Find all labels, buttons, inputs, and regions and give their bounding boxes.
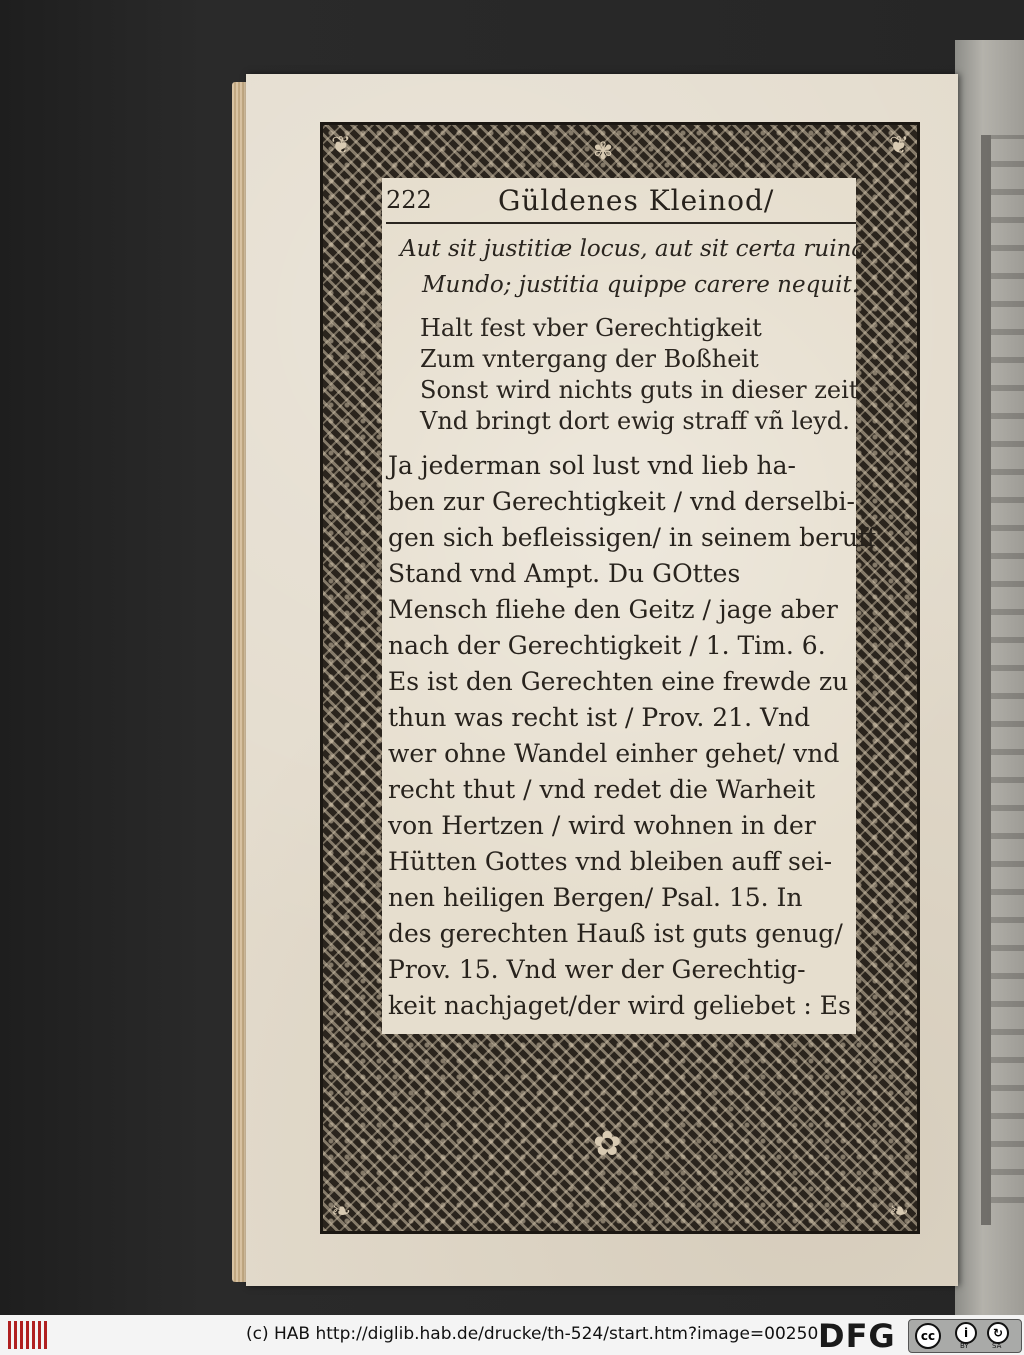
page-number: 222 [386,186,432,214]
hab-logo-icon [8,1321,48,1349]
body-line: thun was recht ist / Prov. 21. Vnd [388,703,811,732]
body-line: Es ist den Gerechten eine frewde zu [388,667,849,696]
ornament-corner-icon: ❧ [331,1197,352,1225]
body-line: Mensch fliehe den Geitz / jage aber [388,595,838,624]
ornament-bottom-icon: ✿ [593,1124,622,1164]
ornament-corner-icon: ❦ [888,131,909,159]
body-line: Prov. 15. Vnd wer der Gerechtig- [388,955,806,984]
latin-line: Aut sit justitiæ locus, aut sit certa ruina [400,236,866,262]
ornament-corner-icon: ❦ [331,131,352,159]
body-line: Hütten Gottes vnd bleiben auff sei- [388,847,833,876]
body-line: gen sich befleissigen/ in seinem beruff [388,523,876,552]
verse-line: Halt fest vber Gerechtigkeit [420,314,762,342]
body-line: des gerechten Hauß ist guts genug/ [388,919,843,948]
facing-page-edge [955,40,1024,1315]
body-line: Ja jederman sol lust vnd lieb ha- [388,451,796,480]
body-line: Stand vnd Ampt. Du GOttes [388,559,741,588]
running-head: Güldenes Kleinod/ [498,184,775,217]
sa-icon: ↻ [987,1322,1009,1344]
ornament-top-icon: ✾ [593,137,614,165]
sa-label: SA [992,1342,1002,1350]
body-line: von Hertzen / wird wohnen in der [388,811,816,840]
body-line: ben zur Gerechtigkeit / vnd derselbi- [388,487,855,516]
latin-line: Mundo; justitia quippe carere nequit. [422,272,860,298]
body-line: keit nachjaget/der wird geliebet : Es [388,991,851,1020]
page-header [386,182,856,224]
body-line: nen heiligen Bergen/ Psal. 15. In [388,883,803,912]
body-line: nach der Gerechtigkeit / 1. Tim. 6. [388,631,826,660]
verse-line: Vnd bringt dort ewig straff vñ leyd. [420,407,850,435]
credit-bar [0,1315,1024,1355]
verse-line: Sonst wird nichts guts in dieser zeit [420,376,859,404]
credit-link[interactable]: (c) HAB http://diglib.hab.de/drucke/th-524/start.htm?image=00250 [246,1324,819,1344]
cc-icon: cc [915,1323,941,1349]
ornament-corner-icon: ❧ [888,1197,909,1225]
by-icon: i [955,1322,977,1344]
body-line: recht thut / vnd redet die Warheit [388,775,816,804]
body-line: wer ohne Wandel einher gehet/ vnd [388,739,840,768]
verse-line: Zum vntergang der Boßheit [420,345,759,373]
by-label: BY [960,1342,969,1350]
cc-license-badge[interactable] [908,1319,1022,1353]
facing-page-text-ghost [981,135,1024,1225]
dfg-logo: DFG [818,1317,896,1355]
